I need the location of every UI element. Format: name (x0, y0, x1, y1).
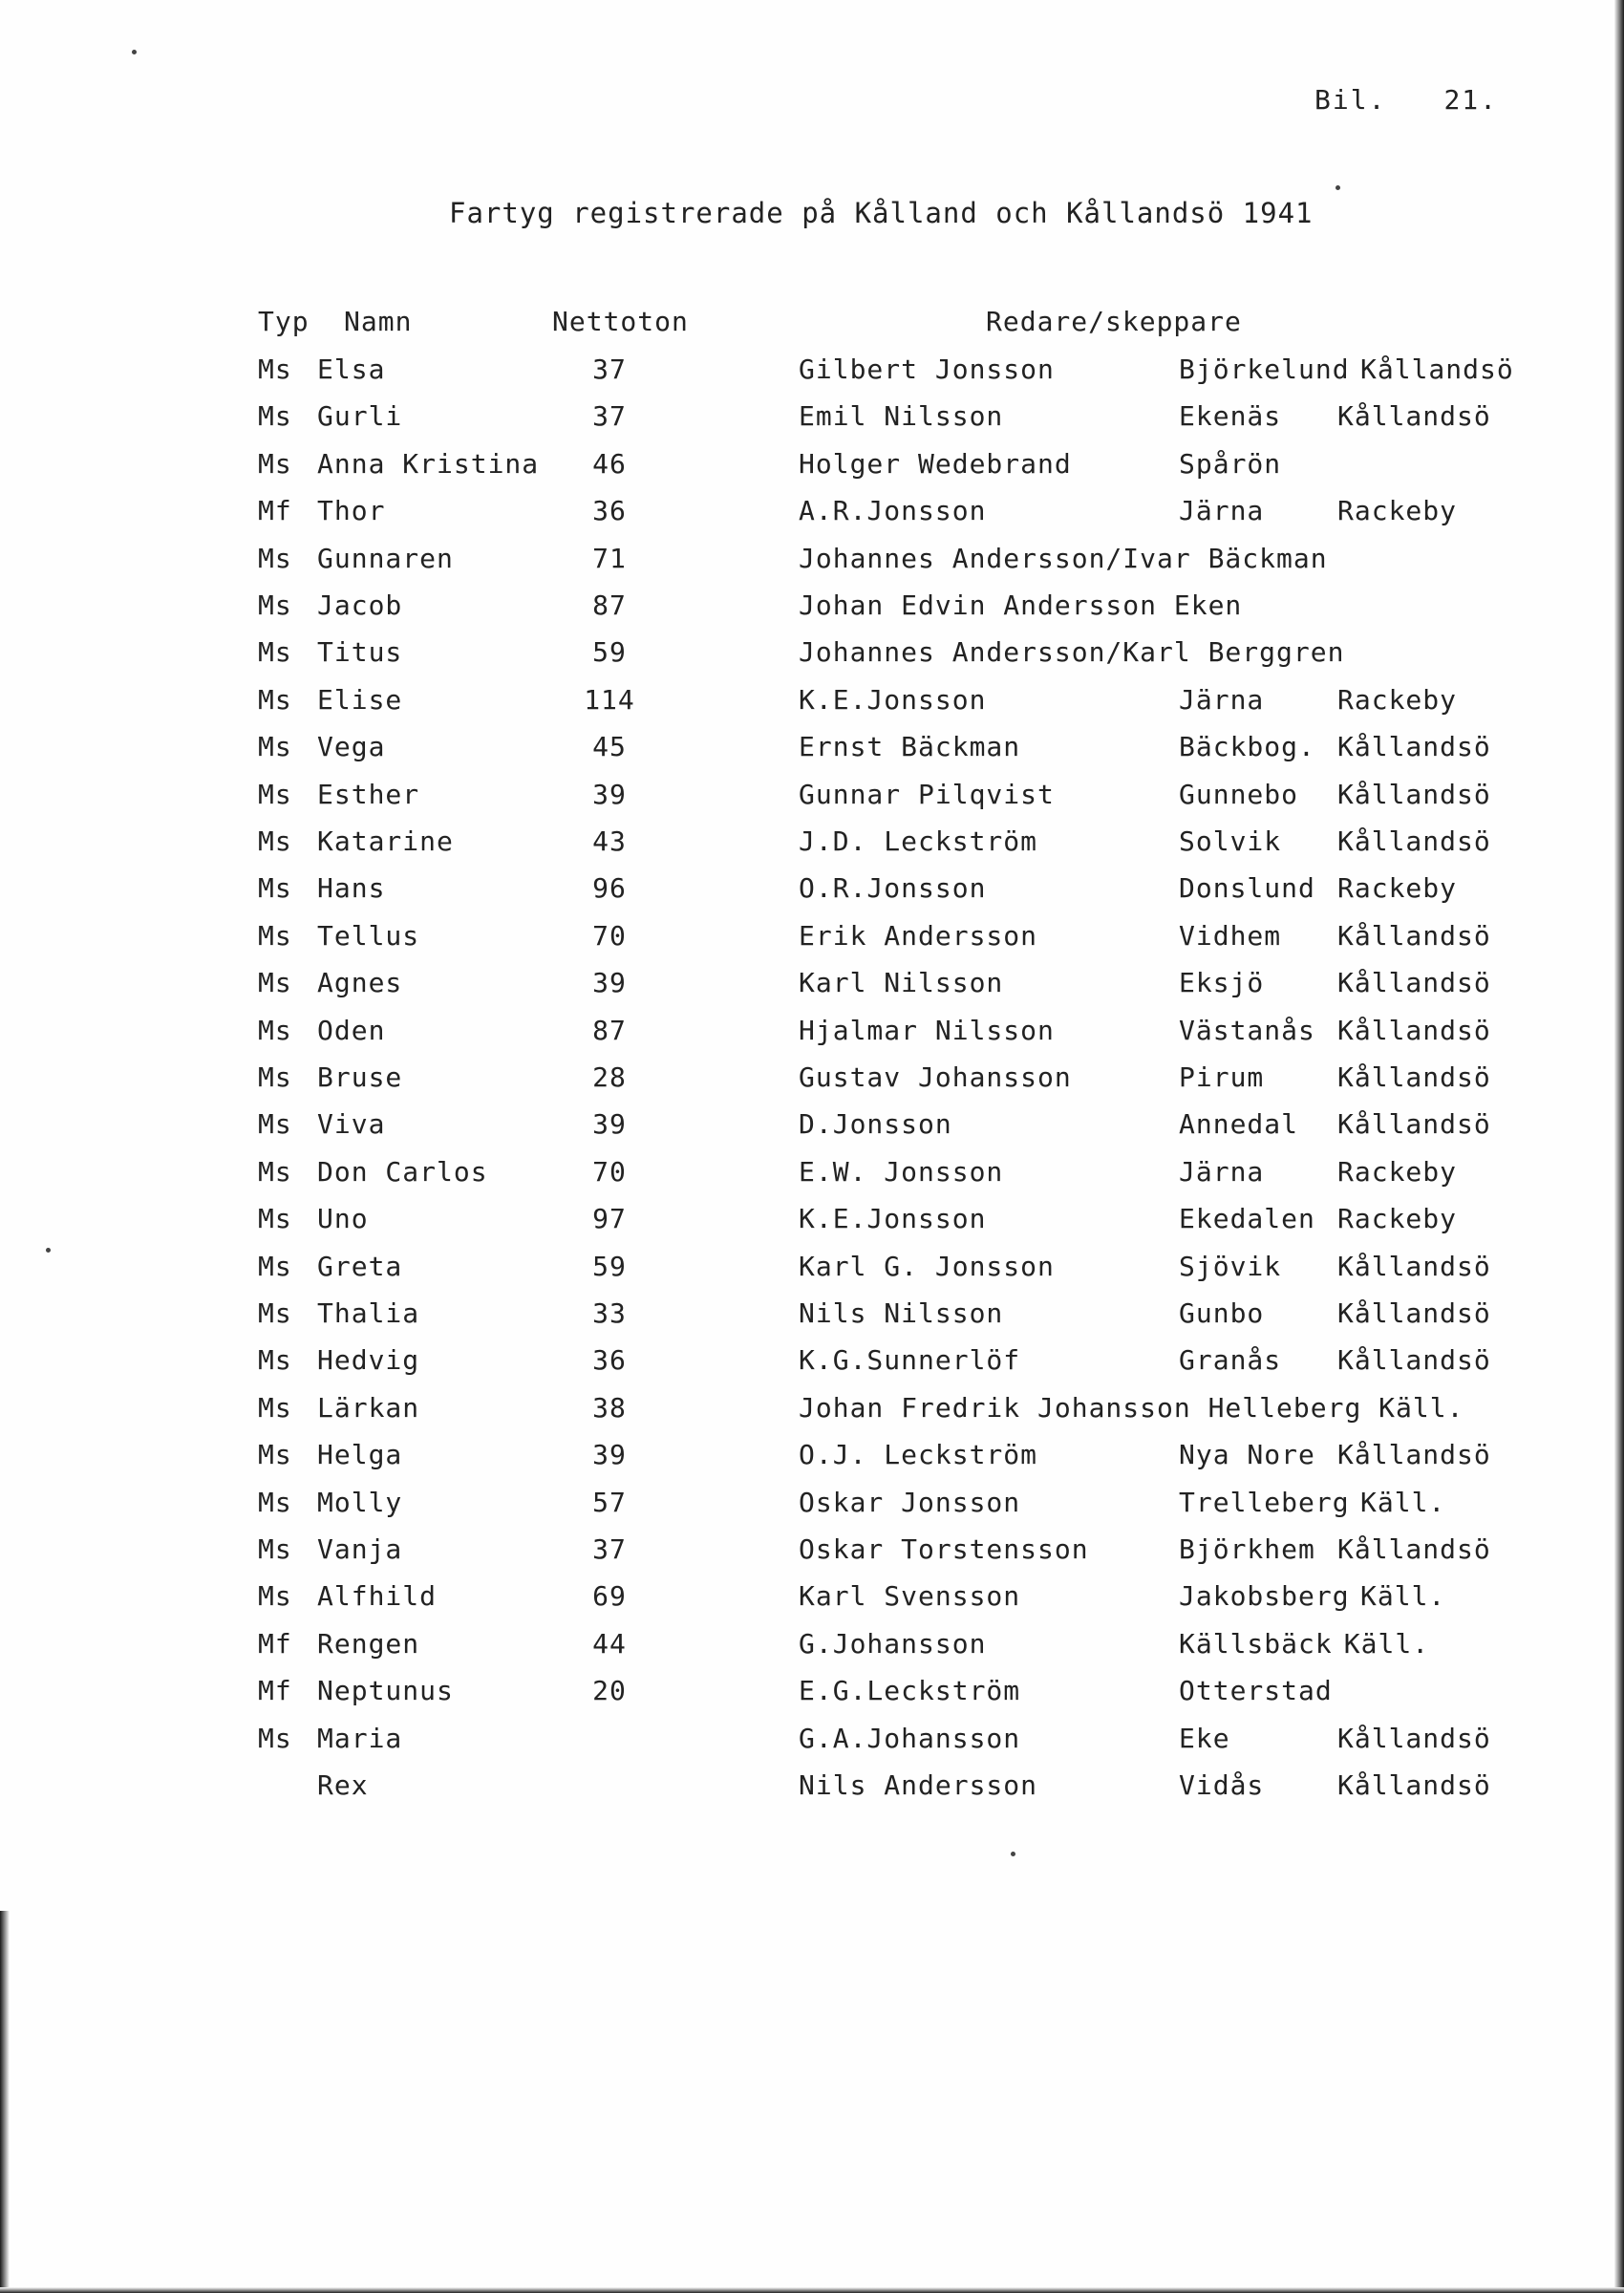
owner-place: Annedal (1179, 1108, 1299, 1141)
vessel-tonnage: 38 (592, 1391, 627, 1424)
vessel-owner: G.Johansson (799, 1627, 987, 1660)
vessel-type: Ms (258, 967, 292, 999)
vessel-owner: Karl Nilsson (799, 967, 1004, 999)
scan-edge-left (0, 1911, 10, 2293)
vessel-tonnage: 59 (592, 636, 627, 669)
scan-edge-bottom (0, 2287, 1624, 2293)
table-row (0, 920, 1624, 958)
vessel-name: Gurli (317, 400, 403, 433)
table-row (0, 1203, 1624, 1241)
vessel-name: Titus (317, 636, 403, 669)
vessel-type: Ms (258, 1250, 292, 1282)
table-row (0, 779, 1624, 817)
table-row (0, 1061, 1624, 1100)
vessel-tonnage: 97 (592, 1203, 627, 1235)
table-row (0, 1156, 1624, 1194)
vessel-name: Viva (317, 1108, 386, 1141)
vessel-type: Ms (258, 825, 292, 857)
vessel-owner: Johannes Andersson/Karl Berggren (799, 636, 1345, 669)
owner-parish: Kållandsö (1337, 967, 1491, 999)
vessel-tonnage: 59 (592, 1250, 627, 1282)
vessel-name: Bruse (317, 1061, 403, 1093)
vessel-owner: O.R.Jonsson (799, 872, 987, 905)
table-row (0, 825, 1624, 864)
vessel-type: Ms (258, 1344, 292, 1377)
owner-place: Källsbäck (1179, 1627, 1333, 1660)
table-row (0, 1392, 1624, 1430)
vessel-owner: O.J. Leckström (799, 1439, 1038, 1471)
vessel-type: Ms (258, 1203, 292, 1235)
vessel-tonnage: 69 (592, 1580, 627, 1613)
owner-parish: Kållandsö (1337, 1533, 1491, 1565)
owner-parish: Kållandsö (1360, 354, 1514, 385)
vessel-owner: Nils Andersson (799, 1769, 1038, 1801)
vessel-owner: Johan Fredrik Johansson Helleberg Käll. (799, 1391, 1464, 1424)
vessel-tonnage: 39 (592, 1439, 627, 1471)
table-row (0, 684, 1624, 722)
table-row (0, 543, 1624, 581)
vessel-type: Ms (258, 683, 292, 716)
table-row (0, 1533, 1624, 1572)
vessel-type: Ms (258, 1061, 292, 1093)
owner-parish: Kållandsö (1337, 1108, 1491, 1141)
vessel-owner: E.G.Leckström (799, 1675, 1021, 1707)
owner-parish: Kållandsö (1337, 1061, 1491, 1093)
vessel-name: Vega (317, 731, 386, 763)
vessel-tonnage: 87 (592, 1014, 627, 1046)
owner-place: Jakobsberg (1179, 1580, 1350, 1613)
vessel-type: Ms (258, 589, 292, 621)
vessel-type: Ms (258, 542, 292, 574)
vessel-owner: Johan Edvin Andersson Eken (799, 589, 1243, 621)
table-row (0, 1628, 1624, 1666)
vessel-name: Elise (317, 683, 403, 716)
vessel-type: Mf (258, 1627, 292, 1660)
vessel-owner: D.Jonsson (799, 1108, 952, 1141)
owner-parish: Käll. (1360, 1580, 1446, 1613)
table-row (0, 400, 1624, 439)
vessel-type: Ms (258, 354, 292, 385)
table-row (0, 1723, 1624, 1761)
owner-parish: Kållandsö (1337, 1769, 1491, 1801)
header-namn: Namn (344, 306, 413, 337)
vessel-name: Greta (317, 1250, 403, 1282)
vessel-name: Thalia (317, 1297, 420, 1329)
vessel-tonnage: 20 (592, 1675, 627, 1707)
owner-place: Gunnebo (1179, 778, 1299, 810)
vessel-tonnage: 37 (592, 400, 627, 433)
vessel-name: Katarine (317, 825, 454, 857)
page-reference (1314, 84, 1498, 116)
vessel-type: Ms (258, 1486, 292, 1518)
vessel-tonnage: 37 (592, 1533, 627, 1565)
scan-speck (132, 50, 137, 54)
vessel-tonnage: 37 (592, 354, 627, 385)
table-row (0, 495, 1624, 533)
vessel-tonnage: 39 (592, 1108, 627, 1141)
owner-parish: Kållandsö (1337, 1722, 1491, 1754)
vessel-type: Ms (258, 1580, 292, 1613)
vessel-type: Mf (258, 1675, 292, 1707)
owner-parish: Kållandsö (1337, 1250, 1491, 1282)
vessel-owner: Gilbert Jonsson (799, 354, 1055, 385)
vessel-name: Jacob (317, 589, 403, 621)
vessel-owner: Gunnar Pilqvist (799, 778, 1055, 810)
scan-speck (1336, 185, 1340, 190)
vessel-owner: Holger Wedebrand (799, 447, 1072, 480)
vessel-name: Gunnaren (317, 542, 454, 574)
owner-place: Bäckbog. (1179, 731, 1315, 763)
owner-place: Donslund (1179, 872, 1315, 905)
owner-place: Granås (1179, 1344, 1282, 1377)
vessel-name: Agnes (317, 967, 403, 999)
owner-place: Eksjö (1179, 967, 1265, 999)
table-row (0, 731, 1624, 769)
vessel-name: Rex (317, 1769, 369, 1801)
vessel-type: Ms (258, 447, 292, 480)
page-ref-label: Bil. (1314, 84, 1387, 116)
vessel-type: Ms (258, 636, 292, 669)
vessel-name: Rengen (317, 1627, 420, 1660)
vessel-tonnage: 33 (592, 1297, 627, 1329)
vessel-name: Neptunus (317, 1675, 454, 1707)
owner-place: Otterstad (1179, 1675, 1333, 1707)
table-row (0, 589, 1624, 628)
vessel-type: Ms (258, 1297, 292, 1329)
vessel-owner: Ernst Bäckman (799, 731, 1021, 763)
owner-parish: Rackeby (1337, 1155, 1458, 1188)
vessel-owner: Oskar Torstensson (799, 1533, 1089, 1565)
vessel-tonnage: 71 (592, 542, 627, 574)
vessel-tonnage: 70 (592, 919, 627, 952)
vessel-type: Ms (258, 1439, 292, 1471)
vessel-tonnage: 43 (592, 825, 627, 857)
scan-speck (1011, 1852, 1015, 1856)
vessel-tonnage: 87 (592, 589, 627, 621)
vessel-owner: A.R.Jonsson (799, 495, 987, 527)
owner-parish: Rackeby (1337, 683, 1458, 716)
vessel-owner: Oskar Jonsson (799, 1486, 1021, 1518)
table-row (0, 1439, 1624, 1477)
owner-place: Ekenäs (1179, 400, 1282, 433)
vessel-name: Thor (317, 495, 386, 527)
owner-place: Vidås (1179, 1769, 1265, 1801)
vessel-type: Ms (258, 778, 292, 810)
vessel-owner: Erik Andersson (799, 919, 1038, 952)
table-header (0, 306, 1624, 344)
vessel-tonnage: 36 (592, 495, 627, 527)
vessel-name: Hans (317, 872, 386, 905)
table-row (0, 1675, 1624, 1713)
vessel-name: Uno (317, 1203, 369, 1235)
owner-place: Gunbo (1179, 1297, 1265, 1329)
owner-place: Trelleberg (1179, 1486, 1350, 1518)
vessel-name: Hedvig (317, 1344, 420, 1377)
vessel-owner: K.E.Jonsson (799, 683, 987, 716)
owner-place: Ekedalen (1179, 1203, 1315, 1235)
vessel-name: Oden (317, 1014, 386, 1046)
document-title: Fartyg registrerade på Kålland och Kållandsö 1941 (449, 197, 1314, 229)
owner-parish: Kållandsö (1337, 919, 1491, 952)
vessel-owner: E.W. Jonsson (799, 1155, 1004, 1188)
vessel-name: Don Carlos (317, 1155, 488, 1188)
owner-parish: Kållandsö (1337, 400, 1491, 433)
owner-parish: Kållandsö (1337, 1297, 1491, 1329)
owner-parish: Rackeby (1337, 872, 1458, 905)
owner-place: Sjövik (1179, 1250, 1282, 1282)
owner-parish: Käll. (1360, 1486, 1446, 1518)
table-row (0, 1297, 1624, 1336)
vessel-type: Ms (258, 1108, 292, 1141)
owner-place: Järna (1179, 495, 1265, 527)
vessel-owner: Johannes Andersson/Ivar Bäckman (799, 542, 1328, 574)
table-row (0, 1580, 1624, 1618)
vessel-owner: Karl Svensson (799, 1580, 1021, 1613)
owner-place: Spårön (1179, 447, 1282, 480)
vessel-owner: Karl G. Jonsson (799, 1250, 1055, 1282)
owner-parish: Kållandsö (1337, 825, 1491, 857)
vessel-tonnage: 96 (592, 872, 627, 905)
vessel-name: Helga (317, 1439, 403, 1471)
table-row (0, 354, 1624, 392)
vessel-name: Maria (317, 1722, 403, 1754)
vessel-type: Ms (258, 1155, 292, 1188)
owner-parish: Kållandsö (1337, 1439, 1491, 1471)
table-row (0, 1769, 1624, 1808)
vessel-name: Tellus (317, 919, 420, 952)
vessel-name: Elsa (317, 354, 386, 385)
vessel-type: Ms (258, 919, 292, 952)
owner-place: Björkelund (1179, 354, 1350, 385)
owner-parish: Käll. (1343, 1627, 1430, 1660)
owner-parish: Kållandsö (1337, 1344, 1491, 1377)
table-row (0, 1015, 1624, 1053)
vessel-tonnage: 70 (592, 1155, 627, 1188)
owner-place: Björkhem (1179, 1533, 1315, 1565)
table-row (0, 448, 1624, 486)
owner-place: Västanås (1179, 1014, 1315, 1046)
vessel-tonnage: 45 (592, 731, 627, 763)
vessel-type: Ms (258, 1722, 292, 1754)
header-typ: Typ (258, 306, 310, 337)
vessel-type: Ms (258, 1391, 292, 1424)
owner-place: Järna (1179, 683, 1265, 716)
vessel-owner: K.G.Sunnerlöf (799, 1344, 1021, 1377)
owner-parish: Kållandsö (1337, 778, 1491, 810)
vessel-type: Ms (258, 872, 292, 905)
table-row (0, 967, 1624, 1005)
table-row (0, 1487, 1624, 1525)
owner-place: Järna (1179, 1155, 1265, 1188)
vessel-owner: Emil Nilsson (799, 400, 1004, 433)
vessel-owner: Nils Nilsson (799, 1297, 1004, 1329)
vessel-tonnage: 28 (592, 1061, 627, 1093)
table-row (0, 1251, 1624, 1289)
vessel-tonnage: 57 (592, 1486, 627, 1518)
vessel-type: Ms (258, 400, 292, 433)
header-nettoton: Nettoton (552, 306, 689, 337)
page-ref-number: 21. (1443, 84, 1499, 116)
vessel-tonnage: 39 (592, 967, 627, 999)
vessel-owner: J.D. Leckström (799, 825, 1038, 857)
owner-parish: Rackeby (1337, 1203, 1458, 1235)
owner-place: Pirum (1179, 1061, 1265, 1093)
owner-place: Vidhem (1179, 919, 1282, 952)
table-row (0, 636, 1624, 675)
vessel-name: Molly (317, 1486, 403, 1518)
vessel-type: Ms (258, 731, 292, 763)
vessel-name: Esther (317, 778, 420, 810)
vessel-tonnage: 39 (592, 778, 627, 810)
owner-place: Eke (1179, 1722, 1230, 1754)
table-row (0, 872, 1624, 911)
vessel-tonnage: 46 (592, 447, 627, 480)
table-row (0, 1108, 1624, 1146)
table-row (0, 1344, 1624, 1382)
vessel-name: Alfhild (317, 1580, 438, 1613)
vessel-owner: K.E.Jonsson (799, 1203, 987, 1235)
header-redare: Redare/skeppare (986, 306, 1242, 337)
vessel-type: Ms (258, 1014, 292, 1046)
vessel-tonnage: 114 (584, 683, 635, 716)
vessel-owner: Hjalmar Nilsson (799, 1014, 1055, 1046)
owner-parish: Rackeby (1337, 495, 1458, 527)
vessel-tonnage: 44 (592, 1627, 627, 1660)
owner-parish: Kållandsö (1337, 731, 1491, 763)
vessel-type: Ms (258, 1533, 292, 1565)
vessel-name: Anna Kristina (317, 447, 540, 480)
vessel-tonnage: 36 (592, 1344, 627, 1377)
owner-parish: Kållandsö (1337, 1014, 1491, 1046)
vessel-owner: G.A.Johansson (799, 1722, 1021, 1754)
vessel-name: Lärkan (317, 1391, 420, 1424)
vessel-name: Vanja (317, 1533, 403, 1565)
owner-place: Solvik (1179, 825, 1282, 857)
vessel-owner: Gustav Johansson (799, 1061, 1072, 1093)
vessel-type: Mf (258, 495, 292, 527)
owner-place: Nya Nore (1179, 1439, 1315, 1471)
